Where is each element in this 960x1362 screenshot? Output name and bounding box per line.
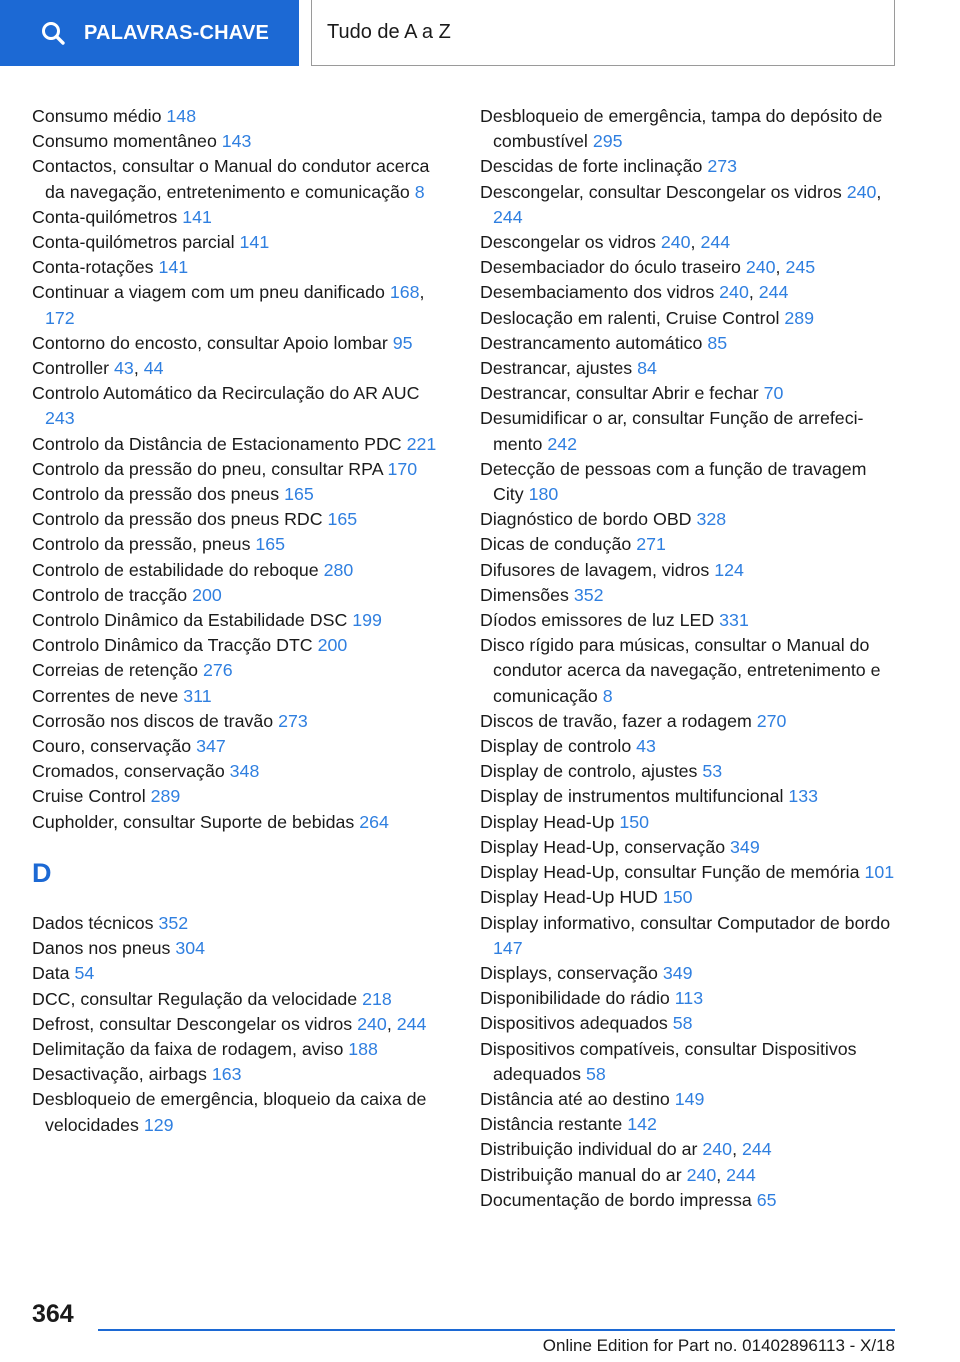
index-entry: Descongelar os vidros 240, 244 (480, 232, 731, 253)
page-link[interactable]: 240 (702, 1139, 733, 1160)
index-entry-text: Data (32, 963, 75, 984)
page-number: 364 (32, 1300, 74, 1328)
index-entry (32, 558, 452, 583)
index-list-c (32, 104, 452, 835)
index-entry (480, 457, 900, 507)
index-entry (480, 885, 900, 910)
index-entry-text: Destrancar, consultar Abrir e fechar (480, 383, 764, 404)
index-entry (32, 230, 452, 255)
page-link[interactable]: 129 (143, 1114, 174, 1135)
index-entry (32, 583, 452, 608)
index-entry (480, 406, 900, 456)
page-link[interactable]: 348 (229, 761, 260, 782)
index-entry (480, 961, 900, 986)
a-to-z-tab-label: Tudo de A a Z (327, 21, 451, 43)
page-link[interactable]: 53 (702, 761, 723, 782)
index-entry (480, 986, 900, 1011)
index-entry-text: Controlo da pressão dos pneus (32, 484, 285, 505)
index-entry-text: Defrost, consultar Descongelar os vidros (32, 1013, 358, 1034)
index-entry (32, 608, 452, 633)
index-entry (480, 558, 900, 583)
page-link[interactable]: 44 (143, 358, 164, 379)
page-link[interactable]: 244 (741, 1139, 772, 1160)
index-entry (480, 734, 900, 759)
index-entry-text: Correntes de neve (32, 685, 184, 706)
index-entry (480, 633, 900, 709)
page-link[interactable]: 101 (864, 862, 895, 883)
index-entry (480, 759, 900, 784)
index-entry-text: Continuar a viagem com um pneu danificado (32, 282, 390, 303)
page-link[interactable]: 243 (45, 408, 75, 429)
index-entry-text: DCC, consultar Regulação da velocidade (32, 988, 363, 1009)
page-link[interactable]: 240 (686, 1164, 717, 1185)
index-entry-text: Display de controlo (480, 736, 637, 757)
index-entry-text: Controlo Automático da Recirculação do AR AUC (32, 383, 420, 404)
page-link[interactable]: 85 (707, 332, 728, 353)
index-entry (32, 784, 452, 809)
page-link[interactable]: 311 (183, 685, 212, 706)
page-link[interactable]: 150 (662, 887, 693, 908)
index-entry (480, 104, 900, 154)
keywords-tab[interactable] (0, 0, 299, 66)
index-entry-text: Displays, conservação (480, 962, 663, 983)
index-entry-text: Distribuição individual do ar (480, 1139, 703, 1160)
section-letter: D (32, 857, 52, 888)
index-entry (32, 633, 452, 658)
index-entry-text: Consumo momentâneo (32, 131, 222, 152)
index-entry-text: Deslocação em ralenti, Cruise Control (480, 307, 785, 328)
page-link[interactable]: 218 (362, 988, 392, 1009)
page-link[interactable]: 273 (278, 710, 308, 731)
page-link[interactable]: 170 (387, 458, 418, 479)
index-entry: Controller 43, 44 (32, 358, 164, 379)
index-list-d-continued (480, 104, 900, 1213)
index-entry (480, 381, 900, 406)
index-entry (480, 154, 900, 179)
index-entry-text: Dicas de condução (480, 534, 637, 555)
index-entry (480, 709, 900, 734)
index-entry-text: Diagnóstico de bordo OBD (480, 509, 697, 530)
page-link[interactable]: 304 (175, 938, 206, 959)
index-entry-text: Disponibilidade do rádio (480, 988, 675, 1009)
index-entry (32, 457, 452, 482)
page-link[interactable]: 244 (700, 232, 731, 253)
index-entry (32, 709, 452, 734)
page-link[interactable]: 349 (730, 836, 760, 857)
page-link[interactable]: 58 (585, 1063, 606, 1084)
index-entry-text: Distribuição manual do ar (480, 1164, 687, 1185)
index-entry-text: Discos de travão, fazer a rodagem (480, 710, 757, 731)
index-entry: Defrost, consultar Descongelar os vidros 240, 244 (32, 1013, 427, 1034)
index-entry (32, 810, 452, 835)
page-link[interactable]: 271 (636, 534, 666, 555)
page-link[interactable]: 95 (392, 332, 413, 353)
index-entry: Distribuição manual do ar 240, 244 (480, 1164, 756, 1185)
index-entry-text: Display Head-Up HUD (480, 887, 663, 908)
page-link[interactable]: 124 (714, 559, 744, 580)
index-entry-text: Destrancamento automático (480, 332, 708, 353)
index-entry-text: Cruise Control (32, 786, 151, 807)
index-entry-text: Display de instrumentos multifuncional (480, 786, 789, 807)
index-entry (480, 784, 900, 809)
page-link[interactable]: 165 (327, 509, 358, 530)
page-link[interactable]: 280 (323, 559, 354, 580)
index-entry (32, 154, 452, 204)
index-entry-text: Correias de retenção (32, 660, 203, 681)
page-link[interactable]: 133 (788, 786, 819, 807)
page-link[interactable]: 245 (785, 257, 816, 278)
index-entry-text: Controlo da pressão dos pneus RDC (32, 509, 328, 530)
page-link[interactable]: 244 (726, 1164, 756, 1185)
index-entry (32, 759, 452, 784)
page-link[interactable]: 165 (284, 484, 314, 505)
index-entry-text: Documentação de bordo impressa (480, 1189, 757, 1210)
index-entry-text: Descongelar, consultar Descongelar os vidros (480, 181, 847, 202)
page-link[interactable]: 147 (493, 937, 523, 958)
page-link[interactable]: 240 (357, 1013, 387, 1034)
index-entry (480, 911, 900, 961)
page-link[interactable]: 244 (396, 1013, 427, 1034)
index-entry (32, 507, 452, 532)
index-entry-text: Conta-quilómetros (32, 206, 183, 227)
page-link[interactable]: 264 (359, 811, 389, 832)
page-link[interactable]: 43 (636, 736, 656, 757)
page-link[interactable]: 168 (389, 282, 420, 303)
index-entry-text: Contorno do encosto, consultar Apoio lombar (32, 332, 393, 353)
index-entry-text: Dimensões (480, 584, 574, 605)
page-link[interactable]: 8 (414, 181, 425, 202)
index-entry (32, 482, 452, 507)
index-entry (480, 532, 900, 557)
page-link[interactable]: 141 (239, 232, 270, 253)
index-entry (480, 608, 900, 633)
page-link[interactable]: 165 (255, 534, 286, 555)
index-entry-text: Controlo da pressão do pneu, consultar RPA (32, 458, 388, 479)
index-entry (32, 684, 452, 709)
index-entry-text: Contactos, consultar o Manual do condutor acerca da navegação, entretenimento e comunicação (32, 156, 430, 202)
index-entry (480, 1011, 900, 1036)
index-entry-text: Display de controlo, ajustes (480, 761, 703, 782)
index-entry: Continuar a viagem com um pneu danificado 168, 172 (32, 282, 425, 328)
page-link[interactable]: 70 (763, 383, 784, 404)
index-entry-text: Display Head-Up (480, 811, 620, 832)
index-entry: Desembaciamento dos vidros 240, 244 (480, 282, 789, 303)
index-entry-text: Dispositivos compatíveis, consultar Dispositivos adequados (480, 1038, 857, 1084)
index-entry (480, 835, 900, 860)
page-link[interactable]: 328 (696, 509, 727, 530)
index-entry-text: Conta-rotações (32, 257, 159, 278)
index-entry (480, 306, 900, 331)
index-entry-text: Desactivação, airbags (32, 1064, 212, 1085)
index-entry (32, 432, 452, 457)
index-entry-text: Descongelar os vidros (480, 232, 661, 253)
index-entry (480, 1087, 900, 1112)
keywords-tab-label: PALAVRAS-CHAVE (84, 21, 270, 44)
page-link[interactable]: 172 (45, 307, 75, 328)
index-entry-text: Distância até ao destino (480, 1088, 675, 1109)
page-link[interactable]: 180 (528, 484, 559, 505)
index-entry-text: Consumo médio (32, 106, 167, 126)
footer-edition-text: Online Edition for Part no. 01402896113 - X/18 (542, 1336, 895, 1355)
index-entry (480, 507, 900, 532)
index-entry-text: Desembaciador do óculo traseiro (480, 257, 746, 278)
page-link[interactable]: 242 (547, 433, 578, 454)
page-link[interactable]: 244 (493, 206, 523, 227)
page-link[interactable]: 141 (158, 257, 189, 278)
index-entry-text: Corrosão nos discos de travão (32, 710, 279, 731)
index-entry (480, 860, 900, 885)
index-entry-text: Controller (32, 358, 115, 379)
index-entry (480, 1112, 900, 1137)
index-entry (32, 255, 452, 280)
index-entry (32, 331, 452, 356)
page-link[interactable]: 58 (672, 1013, 693, 1034)
page-link[interactable]: 240 (719, 282, 749, 303)
index-entry-text: Desembaciamento dos vidros (480, 282, 720, 303)
index-entry: Descongelar, consultar Descongelar os vidros 240, 244 (480, 181, 882, 227)
index-entry (32, 911, 452, 936)
index-entry (480, 583, 900, 608)
index-list-d (32, 911, 452, 1138)
search-icon (40, 20, 66, 46)
index-entry (32, 1087, 452, 1137)
index-entry-text: Desbloqueio de emergência, bloqueio da caixa de velocidades (32, 1089, 427, 1135)
header (0, 0, 960, 66)
page-link[interactable]: 148 (166, 106, 197, 126)
page-link[interactable]: 289 (784, 307, 815, 328)
index-entry-text: Controlo Dinâmico da Tracção DTC (32, 635, 318, 656)
index-entry-text: Distância restante (480, 1114, 628, 1135)
index-entry-text: Díodos emissores de luz LED (480, 610, 720, 631)
index-entry-text: Difusores de lavagem, vidros (480, 559, 715, 580)
index-entry-text: Cromados, conservação (32, 761, 230, 782)
index-entry: Distribuição individual do ar 240, 244 (480, 1139, 772, 1160)
page-link[interactable]: 141 (182, 206, 212, 227)
index-entry (32, 961, 452, 986)
index-entry-text: Desbloqueio de emergência, tampa do depósito de combustível (480, 106, 883, 152)
page-link[interactable]: 199 (352, 610, 382, 631)
page-link[interactable]: 331 (719, 610, 749, 631)
page-link[interactable]: 143 (221, 131, 252, 152)
index-entry-text: Descidas de forte inclinação (480, 156, 708, 177)
index-entry-text: Detecção de pessoas com a função de travagem City (480, 458, 867, 505)
index-column-right (480, 104, 900, 1213)
page-link[interactable]: 276 (203, 660, 233, 681)
page-link[interactable]: 270 (756, 710, 787, 731)
index-entry (32, 532, 452, 557)
index-entry-text: Dados técnicos (32, 912, 159, 933)
page-link[interactable]: 240 (846, 181, 877, 202)
index-entry-text: Conta-quilómetros parcial (32, 232, 240, 253)
page-link[interactable]: 54 (74, 963, 95, 984)
index-entry (480, 331, 900, 356)
index-entry-text: Display Head-Up, consultar Função de memória (480, 862, 865, 883)
index-entry-text: Cupholder, consultar Suporte de bebidas (32, 811, 360, 832)
page-link[interactable]: 43 (114, 358, 134, 379)
page-link[interactable]: 142 (627, 1114, 657, 1135)
index-entry-text: Display informativo, consultar Computador de bordo (480, 912, 891, 933)
index-entry-text: Controlo da pressão, pneus (32, 534, 256, 555)
page-link[interactable]: 163 (211, 1064, 242, 1085)
index-entry (32, 936, 452, 961)
page-link[interactable]: 352 (573, 584, 604, 605)
page-link[interactable]: 8 (602, 685, 613, 706)
page-link[interactable]: 273 (707, 156, 737, 177)
index-entry: Desembaciador do óculo traseiro 240, 245 (480, 257, 816, 278)
page-link[interactable]: 84 (637, 358, 657, 379)
page-link[interactable]: 150 (619, 811, 650, 832)
index-entry-text: Couro, conservação (32, 736, 197, 757)
page-link[interactable]: 200 (317, 635, 348, 656)
page-link[interactable]: 240 (660, 232, 691, 253)
page-link[interactable]: 65 (756, 1189, 777, 1210)
index-entry-text: Dispositivos adequados (480, 1013, 673, 1034)
page-link[interactable]: 200 (192, 584, 222, 605)
page-link[interactable]: 295 (592, 131, 623, 152)
a-to-z-tab[interactable] (311, 0, 895, 66)
index-entry-text: Display Head-Up, conservação (480, 836, 731, 857)
index-entry (32, 381, 452, 431)
page-link[interactable]: 289 (150, 786, 181, 807)
index-entry-text: Controlo de tracção (32, 584, 193, 605)
page-link[interactable]: 347 (196, 736, 226, 757)
footer-divider (98, 1329, 895, 1331)
index-entry (32, 104, 452, 129)
page-link[interactable]: 188 (348, 1038, 378, 1059)
page-link[interactable]: 149 (674, 1088, 705, 1109)
page-link[interactable]: 244 (758, 282, 789, 303)
index-entry-text: Danos nos pneus (32, 938, 176, 959)
index-entry (32, 987, 452, 1012)
index-entry (32, 658, 452, 683)
index-entry (32, 205, 452, 230)
index-entry-text: Delimitação da faixa de rodagem, aviso (32, 1038, 349, 1059)
index-entry-text: Controlo de estabilidade do reboque (32, 559, 324, 580)
page-link[interactable]: 221 (406, 433, 437, 454)
page-link[interactable]: 240 (745, 257, 776, 278)
page-link[interactable]: 113 (674, 988, 704, 1009)
index-entry (480, 810, 900, 835)
index-entry-text: Disco rígido para músicas, consultar o Manual do condutor acerca da navegação, entretenimento e comunicação (480, 635, 881, 706)
page-link[interactable]: 352 (158, 912, 189, 933)
index-entry (32, 734, 452, 759)
index-entry (480, 1037, 900, 1087)
index-entry-text: Controlo da Distância de Estacionamento PDC (32, 433, 407, 454)
page-link[interactable]: 349 (662, 962, 693, 983)
index-entry (32, 129, 452, 154)
index-entry (480, 1188, 900, 1213)
index-entry (480, 356, 900, 381)
index-entry-text: Controlo Dinâmico da Estabilidade DSC (32, 610, 353, 631)
index-entry (32, 1037, 452, 1062)
index-entry-text: Desumidificar o ar, consultar Função de arrefecimento (480, 408, 864, 454)
index-entry (32, 1062, 452, 1087)
index-entry-text: Destrancar, ajustes (480, 358, 638, 379)
index-column-left (32, 104, 452, 1138)
